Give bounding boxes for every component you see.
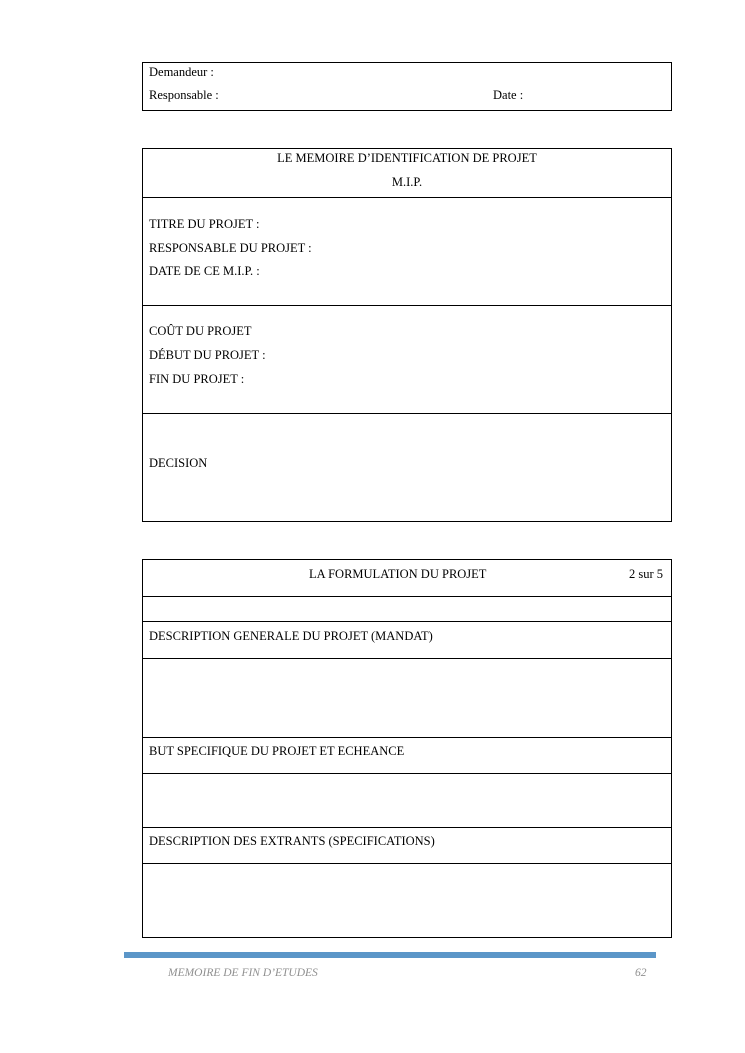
- fin-projet-label: FIN DU PROJET :: [149, 372, 245, 386]
- formulation-box: [142, 559, 672, 938]
- divider: [143, 827, 671, 828]
- decision-label: DECISION: [149, 456, 208, 470]
- divider: [143, 596, 671, 597]
- divider: [143, 621, 671, 622]
- titre-projet-label: TITRE DU PROJET :: [149, 217, 260, 231]
- but-specifique-label: BUT SPECIFIQUE DU PROJET ET ECHEANCE: [149, 744, 405, 758]
- demandeur-label: Demandeur :: [149, 65, 214, 79]
- responsable-label: Responsable :: [149, 88, 219, 102]
- description-generale-label: DESCRIPTION GENERALE DU PROJET (MANDAT): [149, 629, 433, 643]
- divider: [143, 658, 671, 659]
- footer-title: MEMOIRE DE FIN D’ETUDES: [168, 967, 318, 979]
- page-reference: 2 sur 5: [628, 567, 663, 581]
- requester-box: [142, 62, 672, 111]
- mip-box: [142, 148, 672, 522]
- date-label: Date :: [493, 88, 524, 102]
- divider: [143, 737, 671, 738]
- formulation-title: LA FORMULATION DU PROJET: [309, 567, 487, 581]
- mip-subtitle: M.I.P.: [391, 175, 423, 189]
- responsable-projet-label: RESPONSABLE DU PROJET :: [149, 241, 312, 255]
- divider: [143, 413, 671, 414]
- cout-projet-label: COÛT DU PROJET: [149, 324, 252, 338]
- page-number: 62: [635, 967, 647, 979]
- mip-title: LE MEMOIRE D’IDENTIFICATION DE PROJET: [277, 151, 537, 165]
- footer-bar: [124, 952, 656, 958]
- description-extrants-label: DESCRIPTION DES EXTRANTS (SPECIFICATIONS): [149, 834, 435, 848]
- debut-projet-label: DÉBUT DU PROJET :: [149, 348, 266, 362]
- divider: [143, 197, 671, 198]
- divider: [143, 863, 671, 864]
- date-mip-label: DATE DE CE M.I.P. :: [149, 264, 260, 278]
- divider: [143, 305, 671, 306]
- divider: [143, 773, 671, 774]
